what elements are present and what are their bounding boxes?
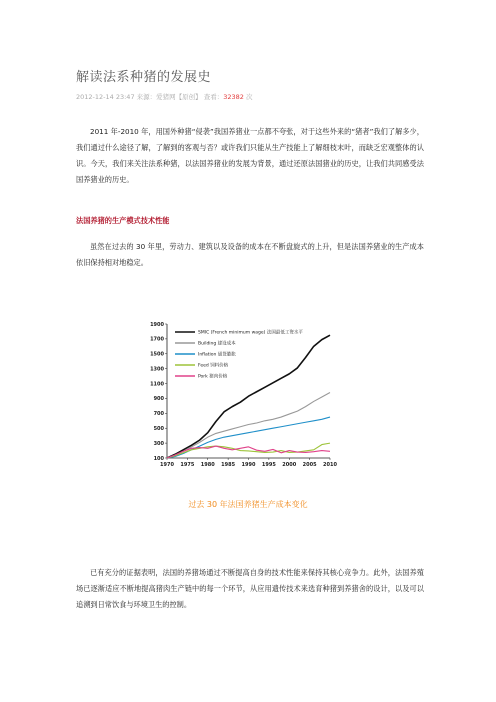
- y-tick-label: 1700: [150, 336, 164, 343]
- section-paragraph: 虽然在过去的 30 年里，劳动力、建筑以及设备的成本在不断盘旋式的上升，但是法国养猪业的生产成本依旧保持相对地稳定。: [76, 242, 424, 267]
- legend-label: Inflation 通货膨胀: [198, 352, 236, 358]
- article-title: 解读法系种猪的发展史: [76, 70, 212, 85]
- legend-label: Building 建设成本: [198, 341, 236, 347]
- x-tick-label: 1985: [221, 462, 236, 468]
- y-tick-label: 300: [153, 440, 164, 447]
- y-tick-label: 900: [153, 396, 164, 403]
- x-tick-label: 1990: [241, 462, 256, 468]
- legend-label: Pork 猪肉价格: [198, 374, 228, 380]
- chart-caption: 过去 30 年法国养猪生产成本变化: [188, 500, 308, 509]
- cost-chart: [145, 318, 345, 478]
- x-tick-label: 1995: [261, 462, 276, 468]
- series-line: [167, 417, 330, 458]
- meta-info: 2012-12-14 23:47 来源：爱猪网【原创】 查看：: [76, 93, 224, 101]
- x-tick-label: 1975: [180, 462, 195, 468]
- y-tick-label: 700: [153, 411, 164, 418]
- x-tick-label: 2005: [302, 462, 317, 468]
- y-tick-label: 100: [153, 455, 164, 462]
- article-meta: [76, 92, 252, 101]
- y-tick-label: 500: [153, 426, 164, 433]
- x-tick-label: 2000: [282, 462, 297, 468]
- y-tick-label: 1100: [150, 381, 164, 388]
- chart-legend: [175, 329, 303, 380]
- y-tick-label: 1300: [150, 366, 164, 373]
- x-tick-label: 1970: [160, 462, 174, 468]
- view-count: 32382: [223, 93, 244, 101]
- view-suffix: 次: [243, 93, 253, 101]
- y-tick-label: 1900: [150, 321, 164, 328]
- y-tick-label: 1500: [150, 351, 164, 358]
- section-heading: 法国养猪的生产模式技术性能: [76, 216, 170, 225]
- closing-paragraph: 已有充分的证据表明，法国的养猪场通过不断提高自身的技术性能来保持其核心竞争力。此外，法国养殖场已逐渐适应不断地提高猪肉生产链中的每一个环节，从应用遗传技术来选育种猪到养猪舍的设计，以及可以追溯到日常饮食与环境卫生的控制。: [76, 568, 424, 609]
- legend-label: Feed 饲料价格: [198, 363, 229, 369]
- legend-label: SMIC (French minimum wage) 法国最低工资水平: [198, 330, 303, 336]
- x-tick-label: 1980: [200, 462, 215, 468]
- series-line: [167, 446, 330, 458]
- intro-paragraph: 2011 年-2010 年，用国外种猪“侵袭”我国养猪业一点都不夸张，对于这些外来的“猪者”我们了解多少，我们通过什么途径了解，了解到的客观与否？或许我们只能从生产技能上了解细枝末叶，而缺乏宏观整体的认识。今天，我们来关注法系种猪，以法国养猪业的发展为背景，通过还原法国猪业的历史，让我们共同感受法国养猪业的历史。: [76, 127, 424, 184]
- x-tick-label: 2010: [323, 462, 337, 468]
